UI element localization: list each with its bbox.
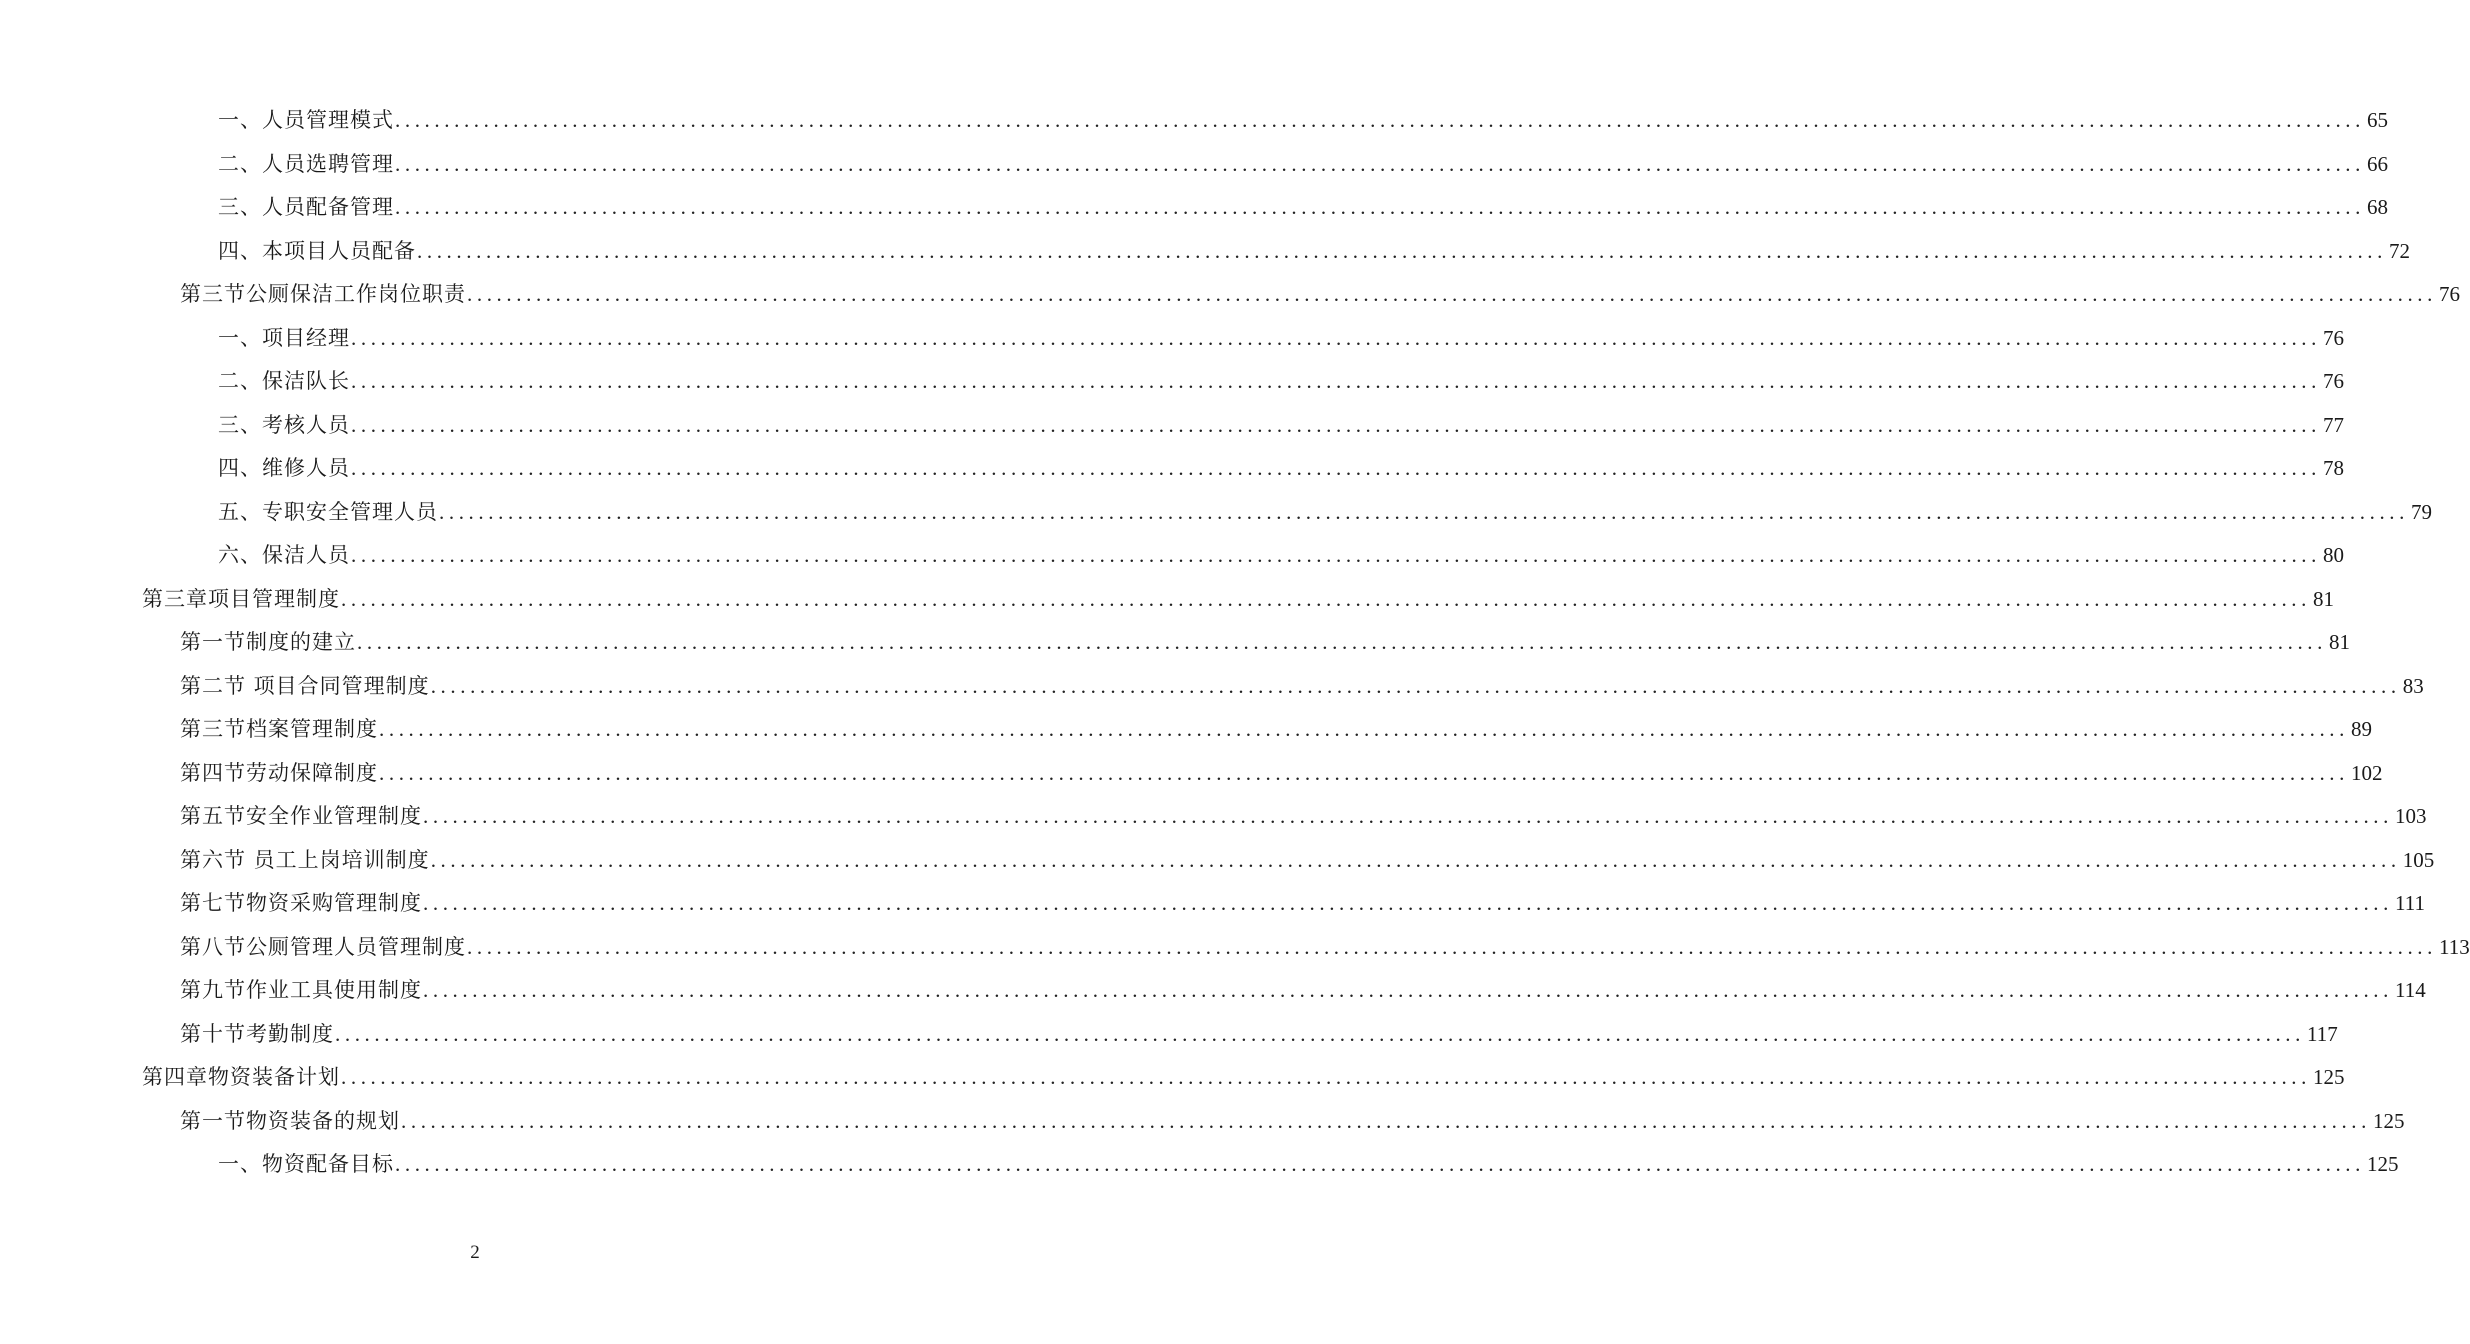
toc-dot-leader: ........................................................................................................................................................................................................ [379,717,2349,741]
toc-entry-title: 第八节公厕管理人员管理制度 [180,934,466,959]
toc-entry[interactable] [0,447,2344,491]
toc-entry[interactable] [0,926,2470,970]
toc-dot-leader: ........................................................................................................................................................................................................ [351,456,2321,480]
toc-dot-leader: ........................................................................................................................................................................................................ [417,238,2387,263]
toc-entry-title: 第三章项目管理制度 [142,586,340,611]
toc-entry-title: 第一节制度的建立 [180,630,356,654]
toc-entry-title: 第五节安全作业管理制度 [180,804,422,828]
toc-entry-page: 125 [2373,1108,2405,1133]
toc-entry-page: 65 [2367,108,2388,132]
toc-entry[interactable] [0,360,2344,404]
toc-entry-page: 76 [2323,325,2344,350]
toc-dot-leader: ........................................................................................................................................................................................................ [351,412,2321,437]
toc-dot-leader: ........................................................................................................................................................................................................ [395,151,2365,176]
toc-entry-page: 81 [2329,630,2350,654]
toc-entry-page: 78 [2323,456,2344,480]
toc-dot-leader: ........................................................................................................................................................................................................ [341,586,2311,611]
toc-dot-leader: ........................................................................................................................................................................................................ [395,1152,2365,1176]
toc-entry[interactable] [0,1100,2405,1144]
toc-entry[interactable] [0,1056,2345,1100]
toc-entry[interactable] [0,621,2350,665]
toc-entry[interactable] [0,186,2388,230]
toc-dot-leader: ........................................................................................................................................................................................................ [423,978,2393,1002]
toc-entry[interactable] [0,1143,2399,1187]
toc-entry-page: 76 [2323,369,2344,393]
toc-entry-page: 105 [2402,847,2435,872]
toc-entry-page: 125 [2367,1152,2399,1176]
toc-entry[interactable] [0,491,2432,535]
toc-dot-leader: ........................................................................................................................................................................................................ [467,934,2437,959]
toc-entry[interactable] [0,99,2388,143]
toc-entry-page: 103 [2395,804,2427,828]
toc-entry-title: 一、物资配备目标 [218,1152,394,1176]
toc-entry-page: 76 [2439,282,2460,306]
toc-entry[interactable] [0,273,2460,317]
toc-dot-leader: ........................................................................................................................................................................................................ [423,804,2393,828]
toc-entry-page: 125 [2313,1065,2345,1089]
toc-entry-title: 第三节档案管理制度 [180,717,378,741]
toc-dot-leader: ........................................................................................................................................................................................................ [351,325,2321,350]
toc-dot-leader: ........................................................................................................................................................................................................ [335,1021,2305,1046]
toc-entry[interactable] [0,534,2344,578]
toc-entry-title: 第一节物资装备的规划 [180,1108,400,1133]
toc-entry-title: 四、本项目人员配备 [218,238,416,263]
toc-entry-title: 第九节作业工具使用制度 [180,978,422,1002]
toc-entry[interactable] [0,839,2435,883]
toc-dot-leader: ........................................................................................................................................................................................................ [351,369,2321,393]
toc-dot-leader: ........................................................................................................................................................................................................ [351,543,2321,567]
toc-entry[interactable] [0,752,2383,796]
toc-entry-title: 六、保洁人员 [218,543,350,567]
toc-entry-title: 一、人员管理模式 [218,108,394,132]
toc-entry[interactable] [0,317,2344,361]
toc-dot-leader: ........................................................................................................................................................................................................ [423,891,2393,915]
toc-entry-page: 68 [2367,195,2388,219]
toc-entry-title: 第六节 员工上岗培训制度 [180,847,430,872]
toc-entry-title: 二、保洁队长 [218,369,350,393]
toc-entry[interactable] [0,969,2426,1013]
toc-entry-page: 66 [2367,151,2388,176]
toc-entry-title: 第十节考勤制度 [180,1021,334,1046]
toc-entry-page: 113 [2439,934,2470,959]
toc-dot-leader: ........................................................................................................................................................................................................ [439,499,2409,524]
toc-dot-leader: ........................................................................................................................................................................................................ [430,673,2401,698]
toc-entry-page: 81 [2313,586,2334,611]
toc-entry[interactable] [0,1013,2338,1057]
toc-entry-page: 80 [2323,543,2344,567]
toc-entry-page: 72 [2389,238,2410,263]
toc-entry-title: 一、项目经理 [218,325,350,350]
toc-entry-title: 三、考核人员 [218,412,350,437]
toc-entry[interactable] [0,404,2344,448]
toc-entry[interactable] [0,143,2388,187]
toc-dot-leader: ........................................................................................................................................................................................................ [401,1108,2371,1133]
toc-entry-page: 102 [2351,760,2383,785]
toc-entry-page: 83 [2402,673,2424,698]
toc-entry-page: 111 [2395,891,2425,915]
toc-entry-title: 二、人员选聘管理 [218,151,394,176]
page-number: 2 [470,1242,480,1263]
toc-entry-page: 79 [2411,499,2432,524]
toc-entry-page: 77 [2323,412,2344,437]
toc-entry-title: 五、专职安全管理人员 [218,499,438,524]
toc-entry-page: 117 [2307,1021,2338,1046]
toc-entry[interactable] [0,708,2372,752]
toc-dot-leader: ........................................................................................................................................................................................................ [395,195,2365,219]
toc-entry-page: 89 [2351,717,2372,741]
toc-entry[interactable] [0,882,2425,926]
toc-entry[interactable] [0,230,2410,274]
toc-entry-title: 第二节 项目合同管理制度 [180,673,430,698]
table-of-contents [0,99,2470,1187]
toc-entry-title: 第四节劳动保障制度 [180,760,378,785]
toc-entry[interactable] [0,578,2334,622]
toc-entry-page: 114 [2395,978,2426,1002]
toc-entry-title: 四、维修人员 [218,456,350,480]
toc-entry[interactable] [0,795,2427,839]
toc-dot-leader: ........................................................................................................................................................................................................ [395,108,2365,132]
toc-entry-title: 第三节公厕保洁工作岗位职责 [180,282,466,306]
toc-dot-leader: ........................................................................................................................................................................................................ [379,760,2349,785]
toc-dot-leader: ........................................................................................................................................................................................................ [467,282,2437,306]
toc-dot-leader: ........................................................................................................................................................................................................ [430,847,2401,872]
toc-dot-leader: ........................................................................................................................................................................................................ [357,630,2327,654]
toc-entry-title: 第七节物资采购管理制度 [180,891,422,915]
toc-dot-leader: ........................................................................................................................................................................................................ [341,1065,2311,1089]
toc-entry-title: 三、人员配备管理 [218,195,394,219]
toc-entry-title: 第四章物资装备计划 [142,1065,340,1089]
toc-entry[interactable] [0,665,2424,709]
